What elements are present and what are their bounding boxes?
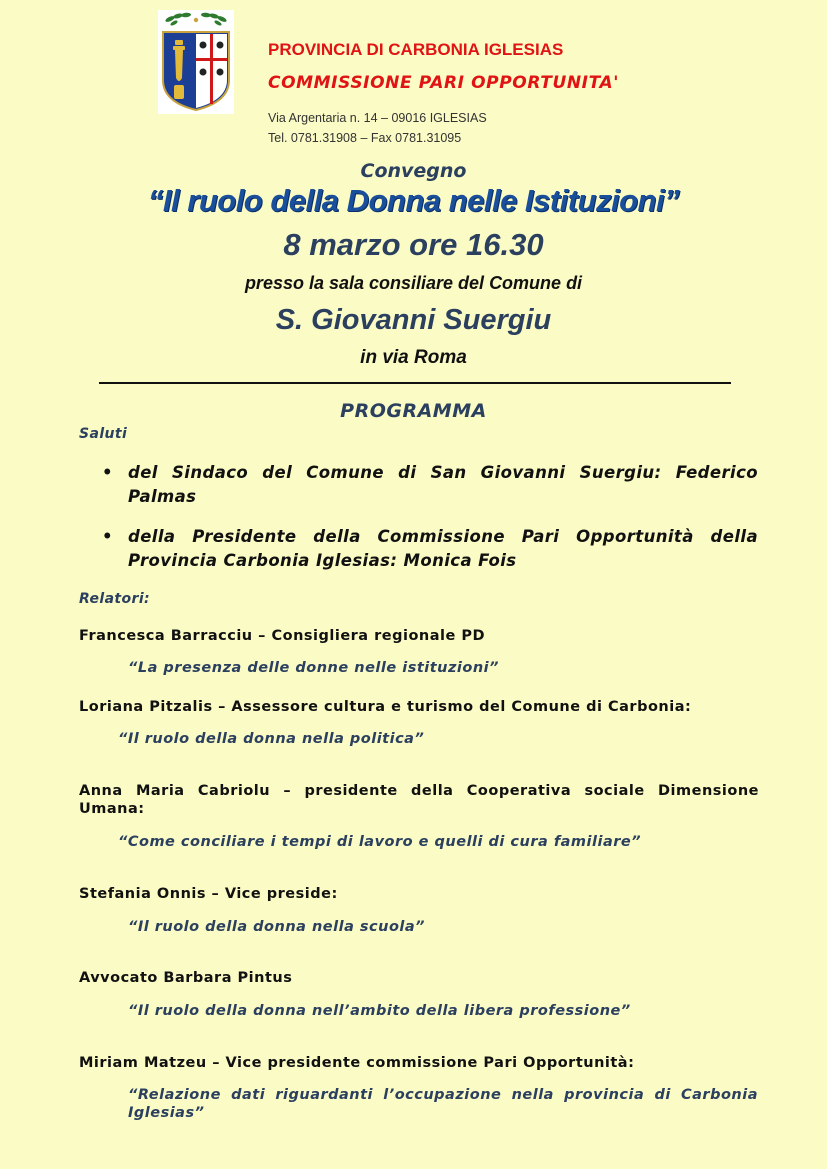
greeting-text: della Presidente della Commissione Pari Opportunità della Provincia Carbonia Iglesias: Monica Fois — [128, 527, 758, 570]
speaker-name: Miriam Matzeu – Vice presidente commissione Pari Opportunità: — [79, 1055, 635, 1071]
speaker-name: Francesca Barracciu – Consigliera regionale PD — [79, 628, 486, 644]
event-title: “Il ruolo della Donna nelle Istituzioni” — [147, 183, 680, 218]
bullet-icon: • — [102, 463, 113, 482]
venue-intro: presso la sala consiliare del Comune di — [244, 273, 583, 293]
speaker-name: Stefania Onnis – Vice preside: — [79, 886, 338, 902]
talk-title: “La presenza delle donne nelle istituzioni” — [128, 660, 499, 676]
event-kind: Convegno — [360, 160, 467, 182]
phone-line: Tel. 0781.31908 – Fax 0781.31095 — [268, 131, 462, 145]
talk-title: “Relazione dati riguardanti l’occupazione nella provincia di Carbonia Iglesias” — [128, 1087, 758, 1121]
greetings-list — [102, 461, 758, 589]
bullet-icon: • — [102, 527, 113, 546]
commission-name: COMMISSIONE PARI OPPORTUNITA' — [268, 73, 620, 93]
greetings-label: Saluti — [79, 426, 128, 442]
list-item — [102, 461, 758, 509]
speaker-name: Avvocato Barbara Pintus — [79, 970, 293, 986]
greeting-text: del Sindaco del Comune di San Giovanni Suergiu: Federico Palmas — [128, 463, 758, 506]
talk-title: “Il ruolo della donna nell’ambito della libera professione” — [128, 1003, 631, 1019]
province-coat-of-arms-logo — [158, 10, 234, 114]
programme-heading: PROGRAMMA — [340, 400, 487, 422]
divider-line — [99, 382, 731, 384]
list-item — [102, 525, 758, 573]
speaker-name: Anna Maria Cabriolu – presidente della Cooperativa sociale Dimensione Umana: — [79, 783, 759, 817]
venue-street: in via Roma — [360, 347, 467, 368]
address-line: Via Argentaria n. 14 – 09016 IGLESIAS — [268, 111, 487, 125]
venue-town: S. Giovanni Suergiu — [275, 304, 552, 336]
speaker-name: Loriana Pitzalis – Assessore cultura e turismo del Comune di Carbonia: — [79, 699, 692, 715]
event-date: 8 marzo ore 16.30 — [283, 227, 544, 262]
talk-title: “Come conciliare i tempi di lavoro e quelli di cura familiare” — [118, 834, 642, 850]
speakers-label: Relatori: — [79, 591, 151, 607]
talk-title: “Il ruolo della donna nella scuola” — [128, 919, 426, 935]
organization-name: PROVINCIA DI CARBONIA IGLESIAS — [268, 40, 564, 59]
talk-title: “Il ruolo della donna nella politica” — [118, 731, 425, 747]
